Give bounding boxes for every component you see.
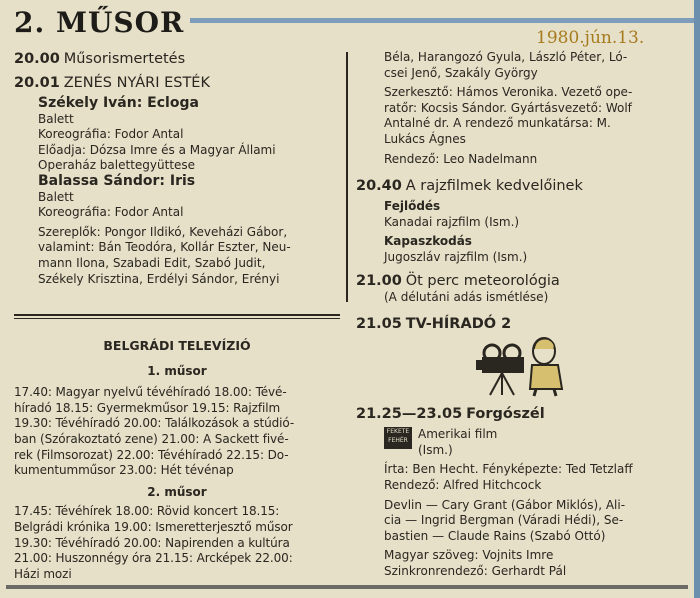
program-item xyxy=(14,50,340,68)
program-detail: Szereplők: Pongor Ildikó, Keveházi Gábor, xyxy=(38,224,288,239)
channel-heading: 1. műsor xyxy=(147,363,207,378)
sub-program-title: Székely Iván: Ecloga xyxy=(38,95,199,111)
right-column xyxy=(356,50,682,579)
credit-line: Béla, Harangozó Gyula, László Péter, Ló- xyxy=(384,50,628,64)
schedule-line: 19.30: Tévéhíradó 20.00: Találkozások a stúdió- xyxy=(14,416,295,431)
film-description: Jugoszláv rajzfilm (Ism.) xyxy=(384,249,528,264)
credit-line: Rendező: Leo Nadelmann xyxy=(384,151,538,166)
program-item xyxy=(356,315,682,333)
film-description: (Ism.) xyxy=(418,442,453,457)
program-item xyxy=(14,74,340,287)
schedule-line: ban (Szórakoztató zene) 21.00: A Sackett fivé- xyxy=(14,431,289,446)
header-rule xyxy=(190,18,694,23)
bottom-rule xyxy=(6,585,688,589)
program-detail: Koreográfia: Fodor Antal xyxy=(38,127,184,142)
schedule-line: 21.00: Huszonnégy óra 21.15: Arcképek 22.00: xyxy=(14,551,293,566)
film-description: Kanadai rajzfilm (Ism.) xyxy=(384,214,520,229)
program-item xyxy=(356,272,682,306)
program-detail: (A délutáni adás ismétlése) xyxy=(384,289,549,304)
schedule-line: kumentumműsor 23.00: Hét tévénap xyxy=(14,463,234,478)
program-title: A rajzfilmek kedvelőinek xyxy=(405,178,583,195)
program-time: 21.00 xyxy=(356,272,402,289)
film-title: Fejlődés xyxy=(384,199,441,214)
program-detail: Operaház balettegyüttese xyxy=(38,158,196,173)
credit-line: cia — Ingrid Bergman (Váradi Hédi), Se- xyxy=(384,513,624,528)
program-title: TV-HÍRADÓ 2 xyxy=(405,316,512,333)
schedule-line: 17.45: Tévéhírek 18.00: Rövid koncert 18.15: xyxy=(14,504,280,519)
credit-line: Szerkesztő: Hámos Veronika. Vezető ope- xyxy=(384,85,633,100)
sub-program-title: Balassa Sándor: Iris xyxy=(38,172,196,189)
schedule-block-1 xyxy=(14,385,340,479)
program-time: 21.05 xyxy=(356,316,402,333)
credit-line: csei Jenő, Szakály György xyxy=(384,65,538,80)
schedule-line: Belgrádi krónika 19.00: Ismeretterjesztő műsor xyxy=(14,519,293,534)
program-detail: Székely Krisztina, Erdélyi Sándor, Erényi xyxy=(38,271,280,286)
program-detail: valamint: Bán Teodóra, Kollár Eszter, Neu- xyxy=(38,240,291,255)
schedule-line: rek (Filmsorozat) 22.00: Tévéhíradó 22.15: Do- xyxy=(14,447,289,462)
program-item xyxy=(356,177,682,265)
belgrade-tv-section xyxy=(14,338,340,582)
program-time: 21.25—23.05 xyxy=(356,406,463,423)
channel-heading: 2. műsor xyxy=(147,484,207,499)
section-separator-thin xyxy=(14,318,340,319)
program-detail: Koreográfia: Fodor Antal xyxy=(38,205,184,220)
schedule-line: 17.40: Magyar nyelvű tévéhíradó 18.00: Tévé- xyxy=(14,385,287,400)
left-column xyxy=(14,50,340,287)
program-item xyxy=(356,405,682,579)
belgrade-tv-title: BELGRÁDI TELEVÍZIÓ xyxy=(103,338,251,353)
continued-credits xyxy=(356,50,682,167)
credit-line: Szinkronrendező: Gerhardt Pál xyxy=(384,563,567,578)
program-detail: Előadja: Dózsa Imre és a Magyar Állami xyxy=(38,142,276,157)
program-title: Öt perc meteorológia xyxy=(405,272,560,289)
program-title: Forgószél xyxy=(466,406,545,423)
program-detail: Balett xyxy=(38,189,74,204)
camera-operator-icon xyxy=(476,335,596,397)
program-time: 20.40 xyxy=(356,178,402,195)
page-edge-stripe xyxy=(694,0,700,598)
schedule-line: Házi mozi xyxy=(14,566,72,581)
film-title: Kapaszkodás xyxy=(384,234,472,249)
program-title: ZENÉS NYÁRI ESTÉK xyxy=(63,75,210,91)
program-detail: mann Ilona, Szabadi Edit, Szabó Judit, xyxy=(38,255,266,270)
channel-title: 2. MŰSOR xyxy=(14,6,185,39)
credit-line: Devlin — Cary Grant (Gábor Miklós), Ali- xyxy=(384,497,626,512)
program-time: 20.01 xyxy=(14,75,60,91)
credit-line: bastien — Claude Rains (Szabó Ottó) xyxy=(384,528,606,543)
header xyxy=(14,6,694,48)
credit-line: Magyar szöveg: Vojnits Imre xyxy=(384,548,554,563)
credit-line: Lukács Ágnes xyxy=(384,131,466,146)
black-white-badge: FEKETE FEHÉR xyxy=(384,427,412,449)
program-detail: Balett xyxy=(38,111,74,126)
program-title: Műsorismertetés xyxy=(63,51,186,67)
credit-line: ratőr: Kocsis Sándor. Gyártásvezető: Wolf xyxy=(384,100,632,115)
film-description: Amerikai film xyxy=(418,427,498,442)
credit-line: Antalné dr. A rendező munkatársa: M. xyxy=(384,116,611,131)
section-separator xyxy=(14,314,340,316)
schedule-line: 19.30: Tévéhíradó 20.00: Napirenden a kultúra xyxy=(14,535,290,550)
news-camera-illustration xyxy=(476,335,596,397)
schedule-block-2 xyxy=(14,504,340,582)
schedule-line: híradó 18.15: Gyermekműsor 19.15: Rajzfilm xyxy=(14,400,281,415)
program-time: 20.00 xyxy=(14,51,60,67)
handwritten-date: 1980.jún.13. xyxy=(532,28,648,48)
column-divider xyxy=(346,52,348,302)
credit-line: Rendező: Alfred Hitchcock xyxy=(384,477,542,492)
credit-line: Írta: Ben Hecht. Fényképezte: Ted Tetzlaff xyxy=(384,462,633,477)
